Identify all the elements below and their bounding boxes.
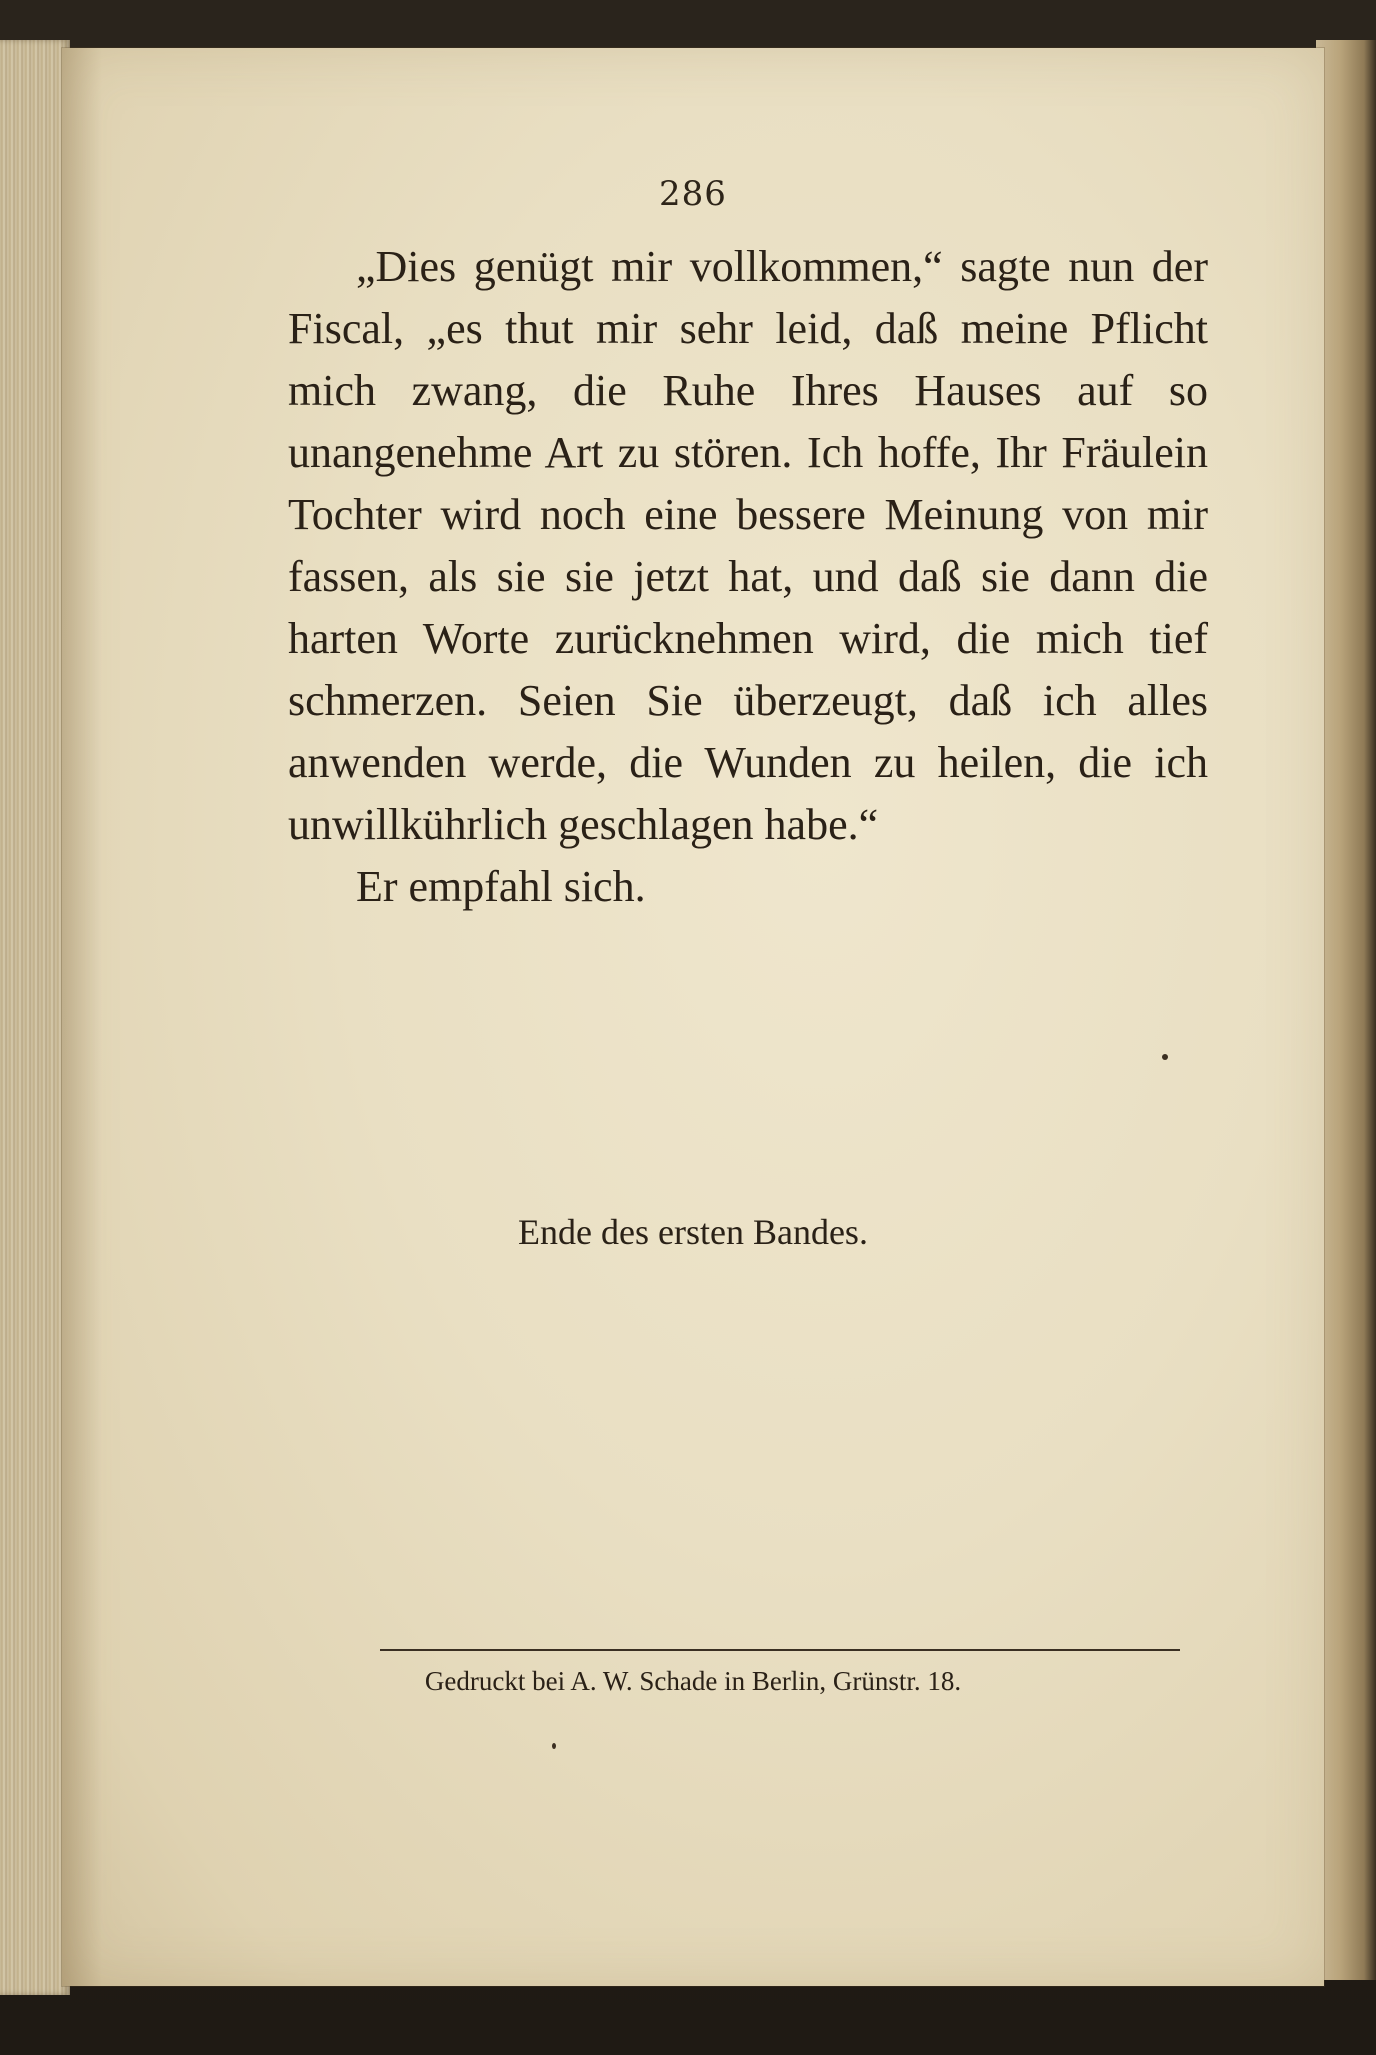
book-page — [62, 48, 1324, 1986]
end-of-volume-line: Ende des ersten Bandes. — [518, 1212, 868, 1252]
imprint-divider — [380, 1649, 1180, 1651]
ink-speck — [1162, 1054, 1168, 1060]
printer-imprint: Gedruckt bei A. W. Schade in Berlin, Grünstr. 18. — [424, 1666, 962, 1696]
page-number: 286 — [659, 174, 727, 214]
book-right-edge — [1316, 40, 1376, 1980]
body-text — [288, 236, 1208, 918]
paragraph-2: Er empfahl sich. — [356, 862, 646, 911]
page-stack-edge — [0, 40, 70, 1995]
paragraph-1: „Dies genügt mir vollkommen,“ sagte nun der Fiscal, „es thut mir sehr leid, daß meine Pflicht mich zwang, die Ruhe Ihres Hauses auf so unangenehme Art zu stören. Ich hoffe, Ihr Fräulein Tochter wird noch eine bessere Meinung von mir fassen, als sie sie jetzt hat, und daß sie dann die harten Worte zurücknehmen wird, die mich tief schmerzen. Seien Sie überzeugt, daß ich alles anwenden werde, die Wunden zu heilen, die ich unwillkührlich geschlagen habe.“ — [288, 242, 1208, 849]
ink-speck — [552, 1743, 556, 1749]
